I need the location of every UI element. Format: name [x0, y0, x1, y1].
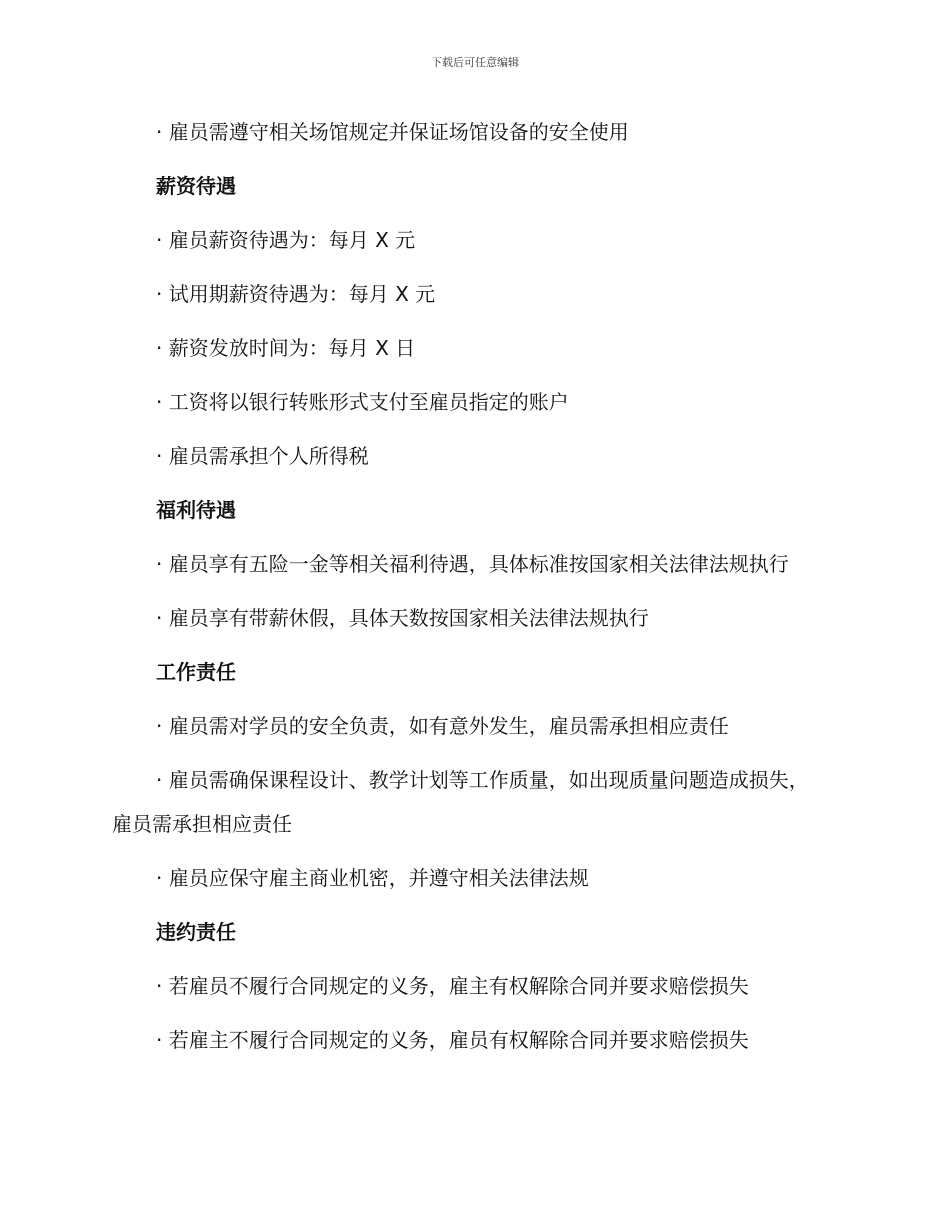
clause-pay-date: · 薪资发放时间为：每月 X 日: [156, 336, 416, 360]
section-heading-salary: 薪资待遇: [156, 174, 236, 198]
clause-income-tax: · 雇员需承担个人所得税: [156, 444, 369, 468]
clause-monthly-salary: · 雇员薪资待遇为：每月 X 元: [156, 228, 416, 252]
clause-employee-breach: · 若雇员不履行合同规定的义务，雇主有权解除合同并要求赔偿损失: [156, 974, 749, 998]
clause-employer-breach: · 若雇主不履行合同规定的义务，雇员有权解除合同并要求赔偿损失: [156, 1028, 749, 1052]
clause-social-insurance: · 雇员享有五险一金等相关福利待遇，具体标准按国家相关法律法规执行: [156, 552, 789, 576]
clause-venue-rules: · 雇员需遵守相关场馆规定并保证场馆设备的安全使用: [156, 120, 629, 144]
clause-work-quality: · 雇员需确保课程设计、教学计划等工作质量，如出现质量问题造成损失，雇员需承担相应责任: [112, 768, 809, 836]
clause-confidentiality: · 雇员应保守雇主商业机密，并遵守相关法律法规: [156, 866, 589, 890]
document-body: [112, 110, 826, 1072]
clause-student-safety: · 雇员需对学员的安全负责，如有意外发生，雇员需承担相应责任: [156, 714, 729, 738]
section-heading-responsibilities: 工作责任: [156, 660, 236, 684]
header-note: 下载后可任意编辑: [431, 56, 519, 69]
clause-bank-transfer: · 工资将以银行转账形式支付至雇员指定的账户: [156, 390, 569, 414]
clause-paid-leave: · 雇员享有带薪休假，具体天数按国家相关法律法规执行: [156, 606, 649, 630]
section-heading-breach: 违约责任: [156, 920, 236, 944]
section-heading-benefits: 福利待遇: [156, 498, 236, 522]
clause-probation-salary: · 试用期薪资待遇为：每月 X 元: [156, 282, 436, 306]
